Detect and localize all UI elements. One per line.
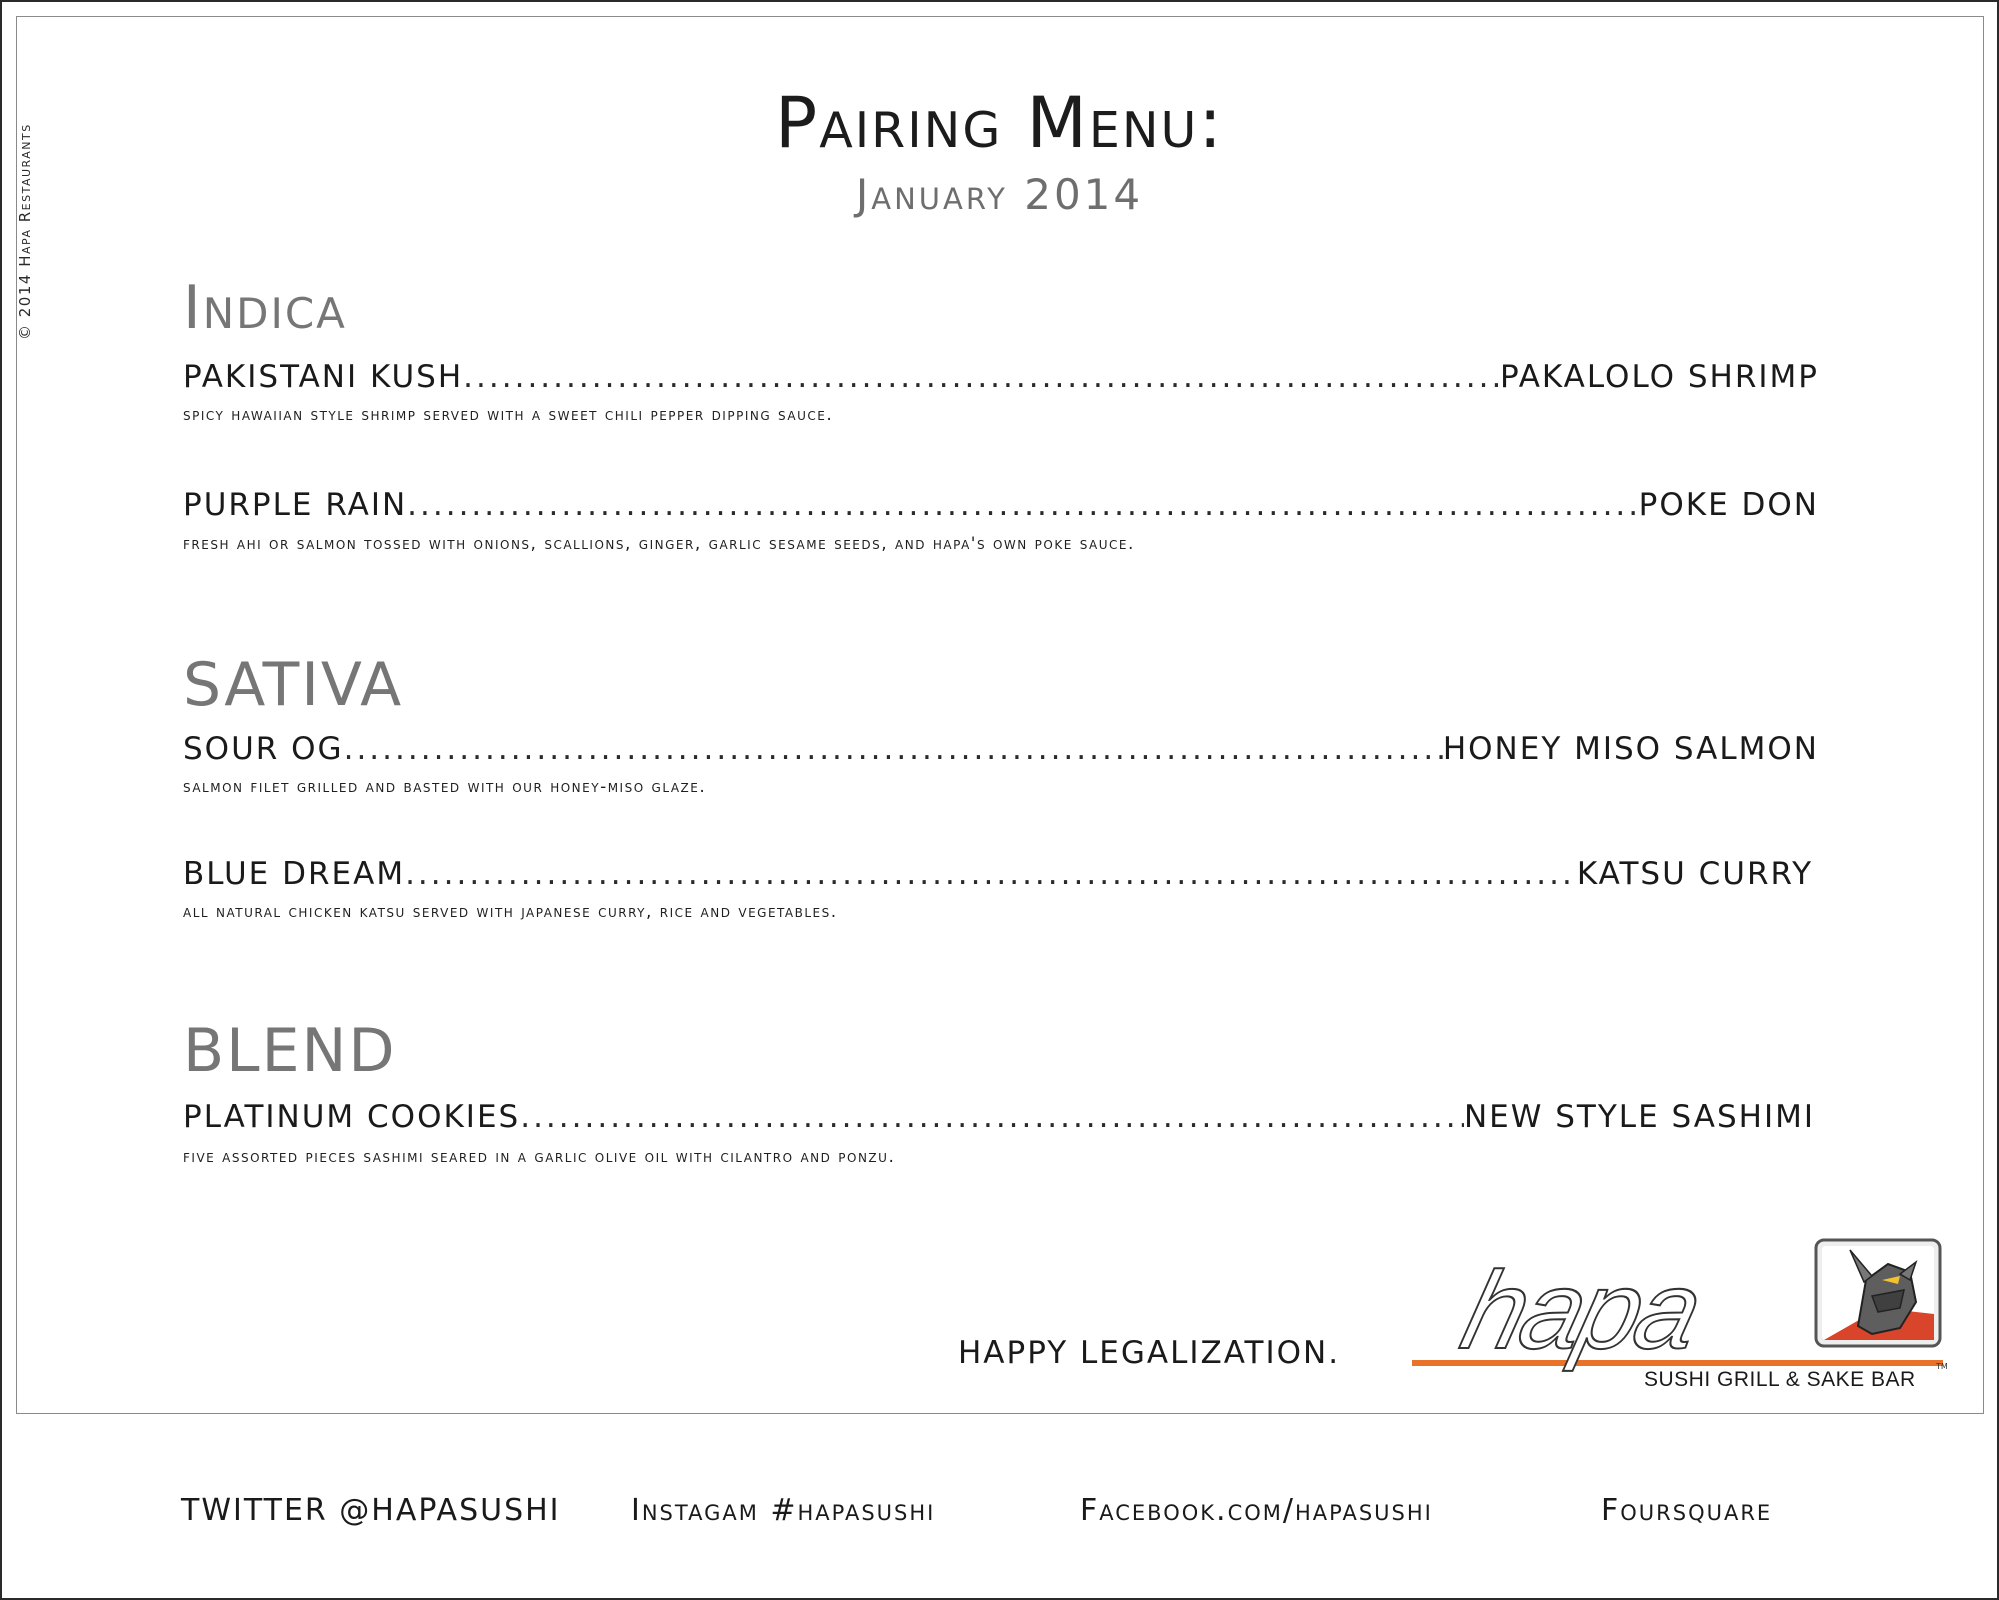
dot-leader bbox=[463, 362, 1500, 393]
closing-message: HAPPY LEGALIZATION. bbox=[958, 1335, 1341, 1371]
item-description: spicy hawaiian style shrimp served with a sweet chili pepper dipping sauce. bbox=[183, 405, 834, 425]
section-heading-sativa: SATIVA bbox=[183, 650, 404, 720]
item-strain: PURPLE RAIN bbox=[183, 487, 408, 523]
page-title: Pairing Menu: bbox=[774, 82, 1224, 164]
item-dish: HONEY MISO SALMON bbox=[1442, 731, 1819, 767]
item-dish: POKE DON bbox=[1638, 487, 1819, 523]
footer-instagram[interactable]: Instagam #hapasushi bbox=[631, 1493, 936, 1528]
footer-facebook[interactable]: Facebook.com/hapasushi bbox=[1080, 1493, 1433, 1528]
menu-item-platinum-cookies bbox=[183, 1099, 1815, 1135]
dot-leader bbox=[407, 490, 1639, 521]
item-dish: KATSU CURRY bbox=[1576, 856, 1813, 892]
item-description: salmon filet grilled and basted with our honey-miso glaze. bbox=[183, 777, 707, 797]
item-description: fresh ahi or salmon tossed with onions, scallions, ginger, garlic sesame seeds, and hapa's own poke sauce. bbox=[183, 534, 1135, 554]
section-heading-blend: BLEND bbox=[183, 1016, 397, 1086]
menu-item-blue-dream bbox=[183, 856, 1813, 892]
item-dish: PAKALOLO SHRIMP bbox=[1499, 359, 1819, 395]
dot-leader bbox=[344, 734, 1443, 765]
item-strain: BLUE DREAM bbox=[183, 856, 406, 892]
menu-item-purple-rain bbox=[183, 487, 1819, 523]
logo-tagline: SUSHI GRILL & SAKE BAR bbox=[1644, 1368, 1916, 1391]
item-dish: NEW STYLE SASHIMI bbox=[1463, 1099, 1815, 1135]
item-strain: PAKISTANI KUSH bbox=[183, 359, 464, 395]
dot-leader bbox=[405, 859, 1577, 890]
page-subtitle: January 2014 bbox=[855, 170, 1144, 219]
robot-icon bbox=[1816, 1240, 1940, 1346]
logo-trademark: TM bbox=[1936, 1362, 1948, 1371]
item-description: five assorted pieces sashimi seared in a garlic olive oil with cilantro and ponzu. bbox=[183, 1147, 896, 1167]
item-strain: PLATINUM COOKIES bbox=[183, 1099, 521, 1135]
menu-item-pakistani-kush bbox=[183, 359, 1819, 395]
logo-wordmark: hapa bbox=[1451, 1248, 1711, 1372]
item-strain: SOUR OG bbox=[183, 731, 344, 767]
menu-item-sour-og bbox=[183, 731, 1819, 767]
section-heading-indica: Indica bbox=[183, 273, 347, 343]
item-description: all natural chicken katsu served with japanese curry, rice and vegetables. bbox=[183, 902, 838, 922]
footer-twitter[interactable]: TWITTER @HAPASUSHI bbox=[181, 1493, 561, 1528]
copyright-notice: © 2014 Hapa Restaurants bbox=[16, 123, 34, 340]
dot-leader bbox=[520, 1102, 1464, 1133]
footer-foursquare[interactable]: Foursquare bbox=[1601, 1493, 1773, 1528]
